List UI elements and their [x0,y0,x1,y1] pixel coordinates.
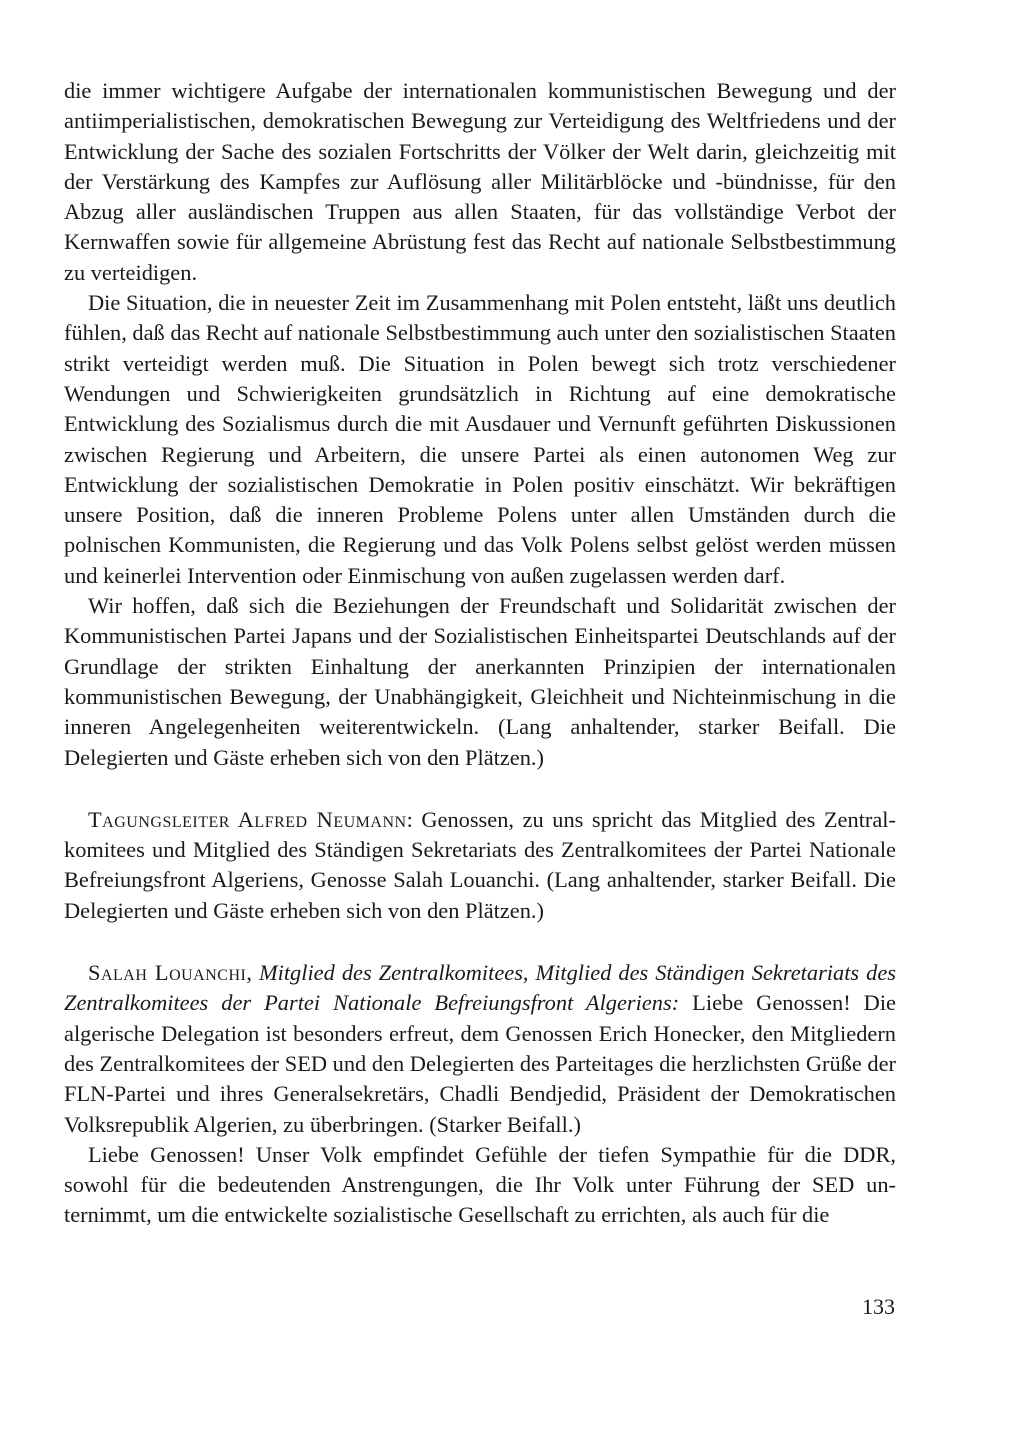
chair-separator: : [406,806,422,832]
guest-separator: , [246,960,259,986]
chair-announcement-text: Genossen, zu uns spricht das Mitglied des Zentralkomitees und Mitglied des Ständigen Sekretariats des Zentralkomitees der Partei Nationale Befreiungsfront Algeriens, Genosse Salah Louanchi. (Lang anhaltender, starker Beifall. Die Delegierten und Gäste erheben sich von den Plätzen.) [64,806,896,923]
paragraph-poland: Die Situation, die in neuester Zeit im Zusammenhang mit Polen entsteht, läßt uns deutlich fühlen, daß das Recht auf nationale Selbstbestimmung auch unter den sozialistischen Staaten strikt verteidigt werden muß. Die Situation in Polen bewegt sich trotz verschiedener Wendungen und Schwierigkeiten grundsätzlich in Richtung auf eine demokratische Entwicklung des Sozialismus durch die mit Ausdauer und Vernunft geführten Diskussionen zwischen Regierung und Arbeitern, die unsere Partei als einen autonomen Weg zur Entwicklung der sozialistischen Demokratie in Polen positiv einschätzt. Wir bekräftigen unsere Position, daß die inneren Probleme Polens unter allen Umständen durch die polnischen Kommunisten, die Regierung und das Volk Polens selbst gelöst werden müssen und keinerlei Intervention oder Einmischung von außen zugelassen werden darf. [64,290,896,588]
page-number: 133 [862,1294,895,1319]
section-gap [64,773,896,805]
section-gap [64,926,896,958]
guest-speaker-role: Mitglied des Zentralkomitees, Mitglied des Ständigen Sekretariats des Zentralkomitees der Partei Nationale Befreiungsfront Algeriens: [64,960,896,1016]
paragraph-continued: die immer wichtigere Aufgabe der internationalen kommunistischen Bewegung und der antiimperialistischen, demokratischen Bewegung zur Verteidigung des Weltfriedens und der Entwicklung der Sache des sozialen Fortschritts der Völker der Welt darin, gleichzeitig mit der Verstärkung des Kampfes zur Auflösung aller Militärblöcke und -bündnisse, für den Abzug aller ausländischen Truppen aus allen Staaten, für das vollständige Verbot der Kernwaffen sowie für allgemeine Abrüstung fest das Recht auf nationale Selbstbestimmung zu verteidigen. [64,78,896,285]
guest-speaker-name: Salah Louanchi [88,960,247,986]
guest-speech-opening-text: Liebe Genossen! Die algerische Delegation ist besonders erfreut, dem Genossen Erich Honecker, den Mitgliedern des Zentralkomitees der SED und den Delegierten des Parteitages die herzlichsten Grüße der FLN-Partei und ihres Generalsekretärs, Chadli Bendjedid, Präsident der Demokratischen Volksrepublik Algerien, zu überbringen. (Starker Beifall.) [64,990,896,1137]
paragraph-relations: Wir hoffen, daß sich die Beziehungen der Freundschaft und Solidarität zwischen der Kommunistischen Partei Japans und der Sozialistischen Einheitspartei Deutschlands auf der Grundlage der strikten Einhaltung der anerkannten Prinzipien der internationalen kommunistischen Bewegung, der Unabhängigkeit, Gleichheit und Nichteinmischung in die inneren Angelegenheiten weiterentwickeln. (Lang anhaltender, starker Beifall. Die Delegierten und Gäste erheben sich von den Plätzen.) [64,593,896,770]
guest-speech-opening [64,958,896,1140]
chair-speaker-name: Tagungsleiter Alfred Neumann [88,806,407,832]
chair-announcement [64,805,896,926]
page-body [64,76,896,1231]
guest-speech-continuation: Liebe Genossen! Unser Volk empfindet Gefühle der tiefen Sympathie für die DDR, sowohl für die bedeutenden Anstrengungen, die Ihr Volk unter Führung der SED unternimmt, um die entwickelte sozialistische Gesellschaft zu errichten, als auch für die [64,1141,896,1228]
